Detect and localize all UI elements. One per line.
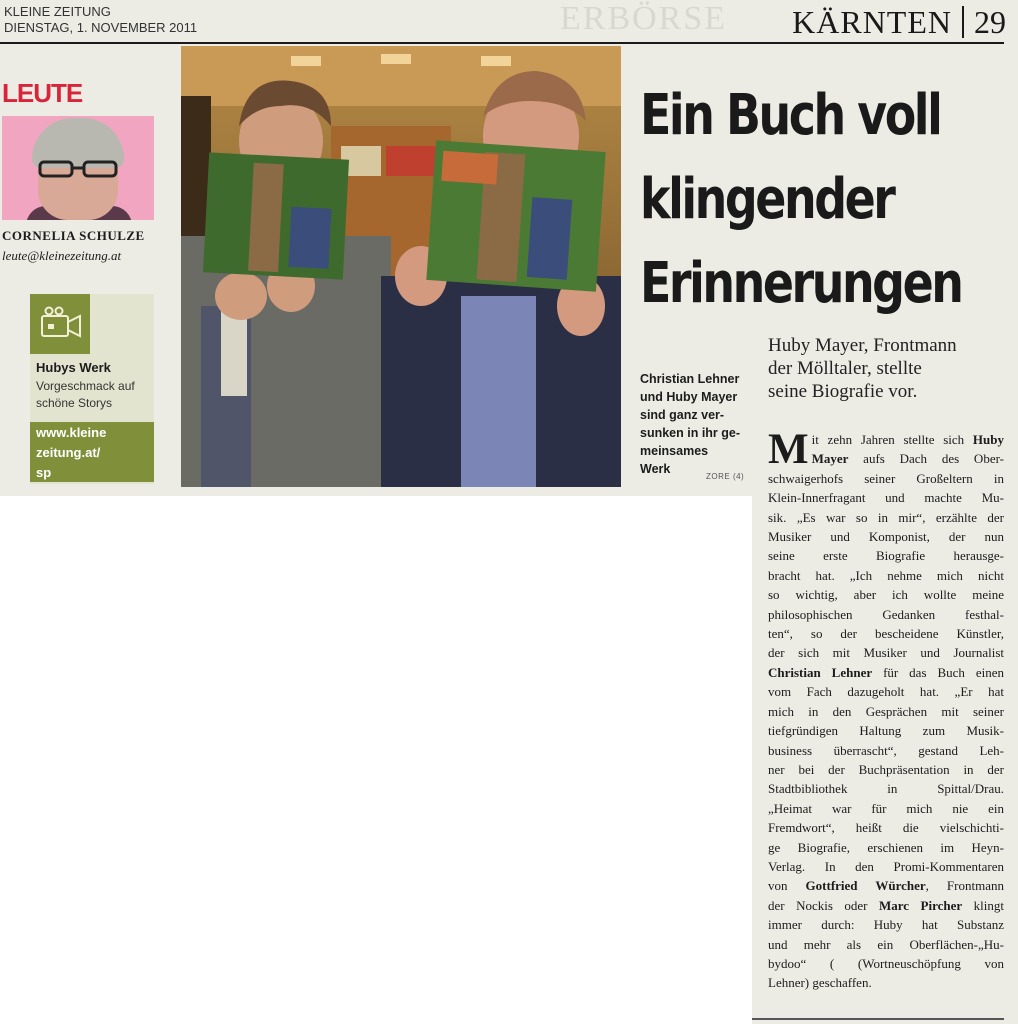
caption-line: sind ganz ver-	[640, 408, 725, 422]
body-line: immer durch: Huby hat Substanz	[768, 917, 1004, 933]
caption-line: Christian Lehner	[640, 372, 740, 386]
body-line: Christian Lehner für das Buch einen	[768, 664, 1004, 680]
body-line: tiefgründigen Haltung zum Musik-	[768, 723, 1004, 739]
photo-caption	[640, 370, 750, 478]
promo-link-line: www.kleine	[36, 425, 107, 440]
article-body	[768, 426, 1004, 993]
body-line: der Nockis oder Marc Pircher klingt	[768, 897, 1004, 913]
author-name: CORNELIA SCHULZE	[2, 228, 145, 243]
promo-icon-box	[30, 294, 90, 354]
body-line: sik. „Es war so in mir“, erzählte der	[768, 509, 1004, 525]
page-number: 29	[974, 3, 1006, 40]
promo-text	[36, 378, 152, 412]
body-line: Klein-Innerfragant und machte Mu-	[768, 490, 1004, 506]
body-line: Verlag. In den Promi-Kommentaren	[768, 858, 1004, 874]
photo-illustration	[181, 46, 621, 487]
publication-name: KLEINE ZEITUNG	[4, 4, 111, 19]
body-line: seine erste Biografie herausge-	[768, 548, 1004, 564]
promo-link[interactable]	[30, 422, 154, 482]
drop-cap: M	[768, 426, 809, 473]
issue-date: DIENSTAG, 1. NOVEMBER 2011	[4, 20, 198, 35]
body-line: schwaigerhofs seiner Großeltern in	[768, 470, 1004, 486]
article-headline	[640, 74, 962, 326]
body-line: ge Biografie, erschienen im Heyn-	[768, 839, 1004, 855]
body-line: bracht hat. „Ich nehme mich nicht	[768, 567, 1004, 583]
body-line: vom Fach dazugeholt hat. „Er hat	[768, 684, 1004, 700]
photo-credit: ZORE (4)	[706, 472, 745, 481]
body-lines	[768, 426, 1004, 993]
section-name: KÄRNTEN	[792, 3, 952, 40]
body-line: Mayer aufs Dach des Ober-	[811, 451, 1004, 467]
header-separator	[962, 6, 964, 38]
body-line: ner bei der Buchpräsentation in der	[768, 761, 1004, 777]
body-line: Stadtbibliothek in Spittal/Drau.	[768, 781, 1004, 797]
body-line: ten“, so der bescheidene Künstler,	[768, 626, 1004, 642]
masthead-info	[4, 4, 197, 36]
author-portrait	[2, 116, 154, 220]
promo-title: Hubys Werk	[36, 360, 111, 375]
headline-line: klingender	[640, 167, 894, 232]
promo-box	[30, 294, 154, 484]
body-line: philosophischen Gedanken festhal-	[768, 606, 1004, 622]
bottom-rule	[752, 1018, 1004, 1020]
body-line: bydoo“ ( (Wortneuschöpfung von	[768, 955, 1004, 971]
promo-text-line: Vorgeschmack auf	[36, 379, 135, 393]
dek-line: Huby Mayer, Frontmann	[768, 335, 957, 356]
body-line: Lehner) geschaffen.	[768, 975, 872, 991]
body-line: business überrascht“, gestand Leh-	[768, 742, 1004, 758]
dek-line: der Mölltaler, stellte	[768, 358, 922, 379]
rubric-label: LEUTE	[2, 78, 83, 108]
promo-link-line: sp	[36, 465, 52, 480]
header-rule	[0, 42, 1004, 44]
body-line: und mehr als ein Oberflächen-„Hu-	[768, 936, 1004, 952]
section-header	[792, 2, 1006, 42]
dek-line: seine Biografie vor.	[768, 381, 918, 402]
body-line: it zehn Jahren stellte sich Huby	[811, 432, 1004, 447]
show-through-text: ERBÖRSE	[560, 0, 728, 37]
promo-text-line: schöne Storys	[36, 396, 113, 410]
headline-line: Erinnerungen	[640, 251, 962, 316]
caption-line: und Huby Mayer	[640, 390, 738, 404]
video-camera-icon	[40, 306, 82, 342]
glasses-icon	[36, 160, 120, 178]
caption-line: sunken in ihr ge-	[640, 426, 741, 440]
article-photo	[181, 46, 621, 487]
author-email: leute@kleinezeitung.at	[2, 248, 122, 263]
headline-line: Ein Buch voll	[640, 83, 941, 148]
body-line: der sich mit Musiker und Journalist	[768, 645, 1004, 661]
body-line: „Heimat war für mich nie ein	[768, 800, 1004, 816]
body-line: Fremdwort“, heißt die vielschichti-	[768, 820, 1004, 836]
body-line: von Gottfried Würcher, Frontmann	[768, 878, 1004, 894]
body-line: mich in den Gesprächen mit seiner	[768, 703, 1004, 719]
promo-link-line: zeitung.at/	[36, 445, 101, 460]
caption-line: Werk	[640, 462, 671, 476]
article-dek	[768, 334, 1004, 403]
body-line: so wichtig, aber ich wollte meine	[768, 587, 1004, 603]
body-line: Musiker und Komponist, der nun	[768, 529, 1004, 545]
caption-line: meinsames	[640, 444, 709, 458]
